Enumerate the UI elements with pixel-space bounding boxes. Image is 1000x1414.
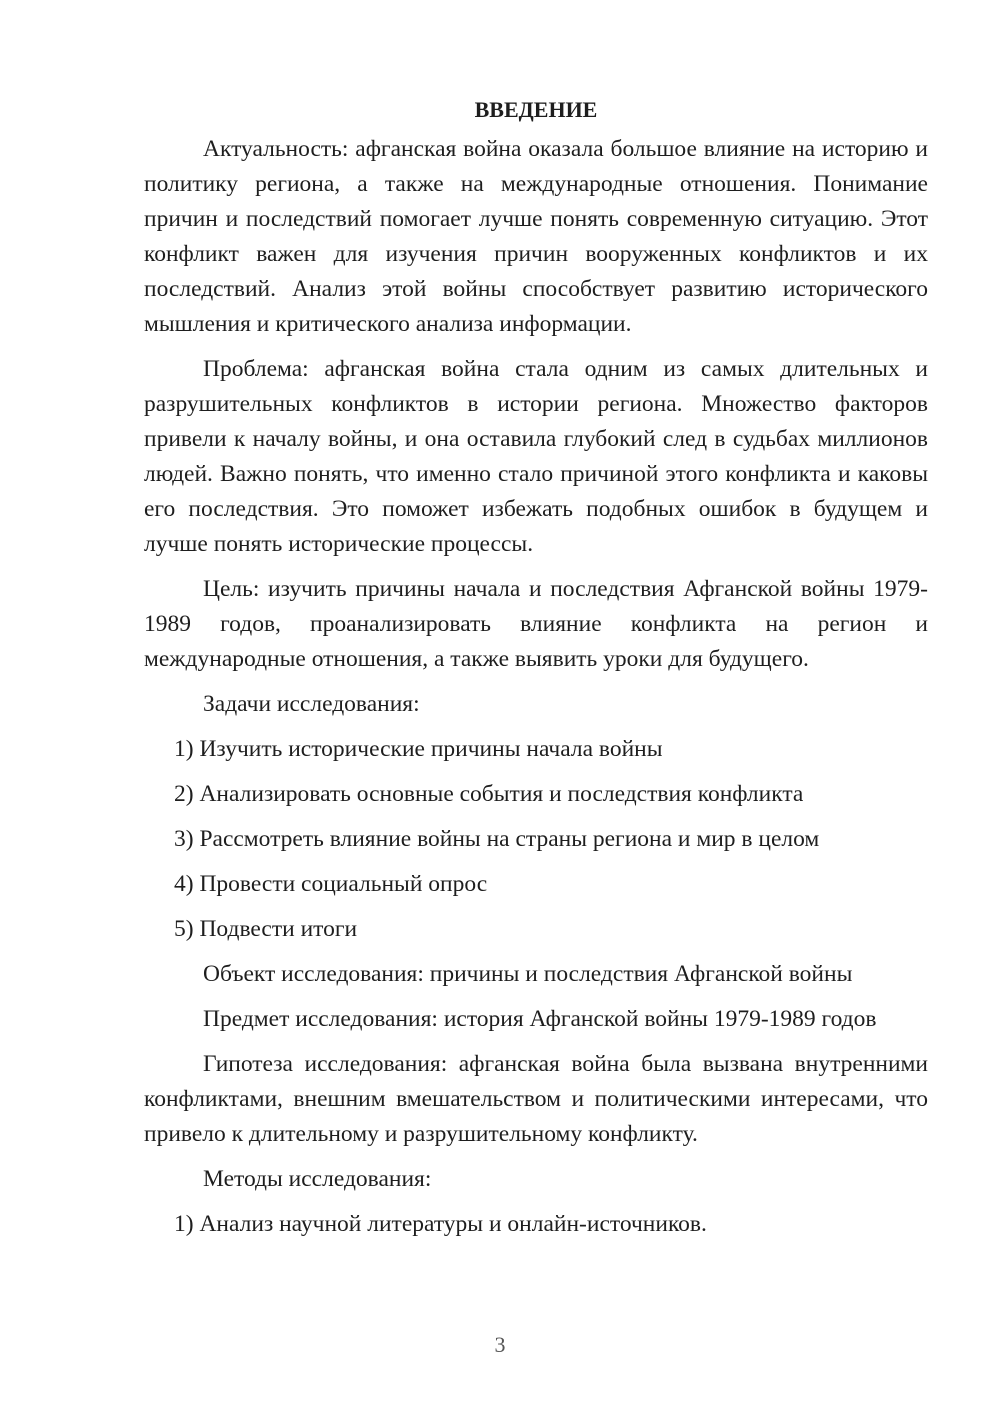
page-number: 3 xyxy=(494,1332,506,1357)
document-page xyxy=(144,92,928,1252)
task-item: 4) Провести социальный опрос xyxy=(174,871,488,897)
task-item: 5) Подвести итоги xyxy=(174,916,358,942)
task-item: 1) Изучить исторические причины начала войны xyxy=(174,736,663,762)
methods-heading: Методы исследования: xyxy=(203,1166,432,1192)
tasks-heading: Задачи исследования: xyxy=(203,691,420,717)
task-item: 2) Анализировать основные события и последствия конфликта xyxy=(174,781,804,807)
problem-paragraph: Проблема: афганская война стала одним из самых длительных и разрушительных конфликтов в истории региона. Множество факторов привели к началу войны, и она оставила глубокий след в судьбах миллионов людей. Важно понять, что именно стало причиной этого конфликта и каковы его последствия. Это поможет избежать подобных ошибок в будущем и лучше понять исторические процессы. xyxy=(144,356,928,557)
tasks-list xyxy=(144,732,928,947)
method-item: 1) Анализ научной литературы и онлайн-источников. xyxy=(174,1211,707,1237)
methods-list xyxy=(144,1207,928,1242)
relevance-paragraph: Актуальность: афганская война оказала большое влияние на историю и политику региона, а также на международные отношения. Понимание причин и последствий помогает лучше понять современную ситуацию. Этот конфликт важен для изучения причин вооруженных конфликтов и их последствий. Анализ этой войны способствует развитию исторического мышления и критического анализа информации. xyxy=(144,136,928,337)
research-object: Объект исследования: причины и последствия Афганской войны xyxy=(203,961,853,987)
goal-paragraph: Цель: изучить причины начала и последствия Афганской войны 1979-1989 годов, проанализировать влияние конфликта на регион и международные отношения, а также выявить уроки для будущего. xyxy=(144,576,928,672)
research-subject: Предмет исследования: история Афганской войны 1979-1989 годов xyxy=(203,1006,877,1032)
section-heading: ВВЕДЕНИЕ xyxy=(474,97,598,122)
hypothesis-paragraph: Гипотеза исследования: афганская война была вызвана внутренними конфликтами, внешним вмешательством и политическими интересами, что привело к длительному и разрушительному конфликту. xyxy=(144,1051,928,1147)
task-item: 3) Рассмотреть влияние войны на страны региона и мир в целом xyxy=(174,826,820,852)
